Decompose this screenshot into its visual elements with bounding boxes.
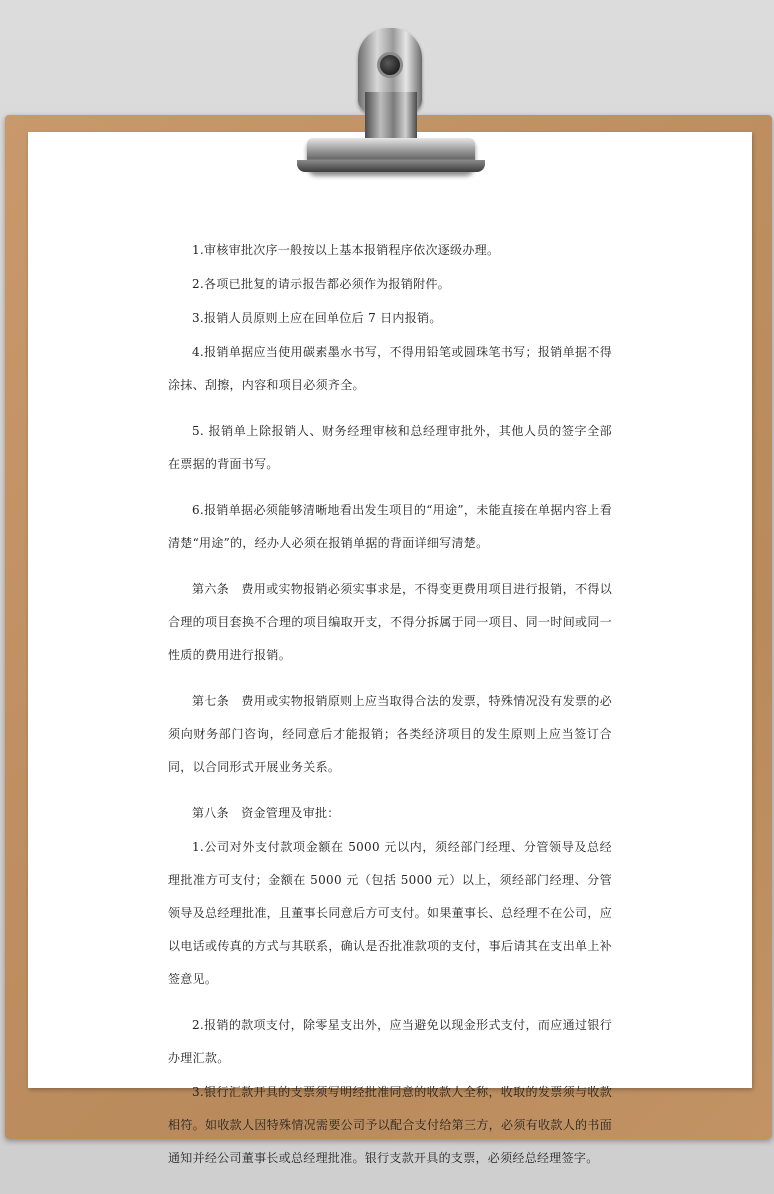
binder-clip-neck [365,92,417,144]
paragraph: 1.审核审批次序一般按以上基本报销程序依次逐级办理。 [192,243,500,257]
paragraph: 1.公司对外支付款项金额在 5000 元以内，须经部门经理、分管领导及总经理批准方可支付；金额在 5000 元（包括 5000 元）以上，须经部门经理、分管领导及总经理批准，且董事长同意后方可支付。如果董事长、总经理不在公司，应以电话或传真的方式与其联系，确认是否批准款项的支付，事后请其在支出单上补签意见。 [168,840,612,986]
paragraph: 3.报销人员原则上应在回单位后 7 日内报销。 [192,311,442,325]
paragraph: 第六条 费用或实物报销必须实事求是，不得变更费用项目进行报销，不得以合理的项目套换不合理的项目编取开支，不得分拆属于同一项目、同一时间或同一性质的费用进行报销。 [168,582,612,662]
document-body [168,234,612,1188]
paragraph: 第八条 资金管理及审批： [192,806,340,820]
paragraph: 2.各项已批复的请示报告都必须作为报销附件。 [192,277,451,291]
binder-clip-lip [297,160,485,172]
paragraph: 2.报销的款项支付，除零星支出外，应当避免以现金形式支付，而应通过银行办理汇款。 [168,1018,612,1065]
paragraph: 第七条 费用或实物报销原则上应当取得合法的发票，特殊情况没有发票的必须向财务部门咨询，经同意后才能报销；各类经济项目的发生原则上应当签订合同，以合同形式开展业务关系。 [168,694,612,774]
paragraph: 5. 报销单上除报销人、财务经理审核和总经理审批外，其他人员的签字全部在票据的背面书写。 [168,424,612,471]
paragraph: 6.报销单据必须能够清晰地看出发生项目的“用途”，未能直接在单据内容上看清楚“用途”的，经办人必须在报销单据的背面详细写清楚。 [168,503,612,550]
paragraph: 3.银行汇款开具的支票须写明经批准同意的收款人全称，收取的发票须与收款相符。如收款人因特殊情况需要公司予以配合支付给第三方，必须有收款人的书面通知并经公司董事长或总经理批准。银行支款开具的支票，必须经总经理签字。 [168,1085,612,1165]
binder-clip-hole [377,52,403,78]
paragraph: 4.报销单据应当使用碳素墨水书写，不得用铅笔或圆珠笔书写；报销单据不得涂抹、刮擦，内容和项目必须齐全。 [168,345,612,392]
